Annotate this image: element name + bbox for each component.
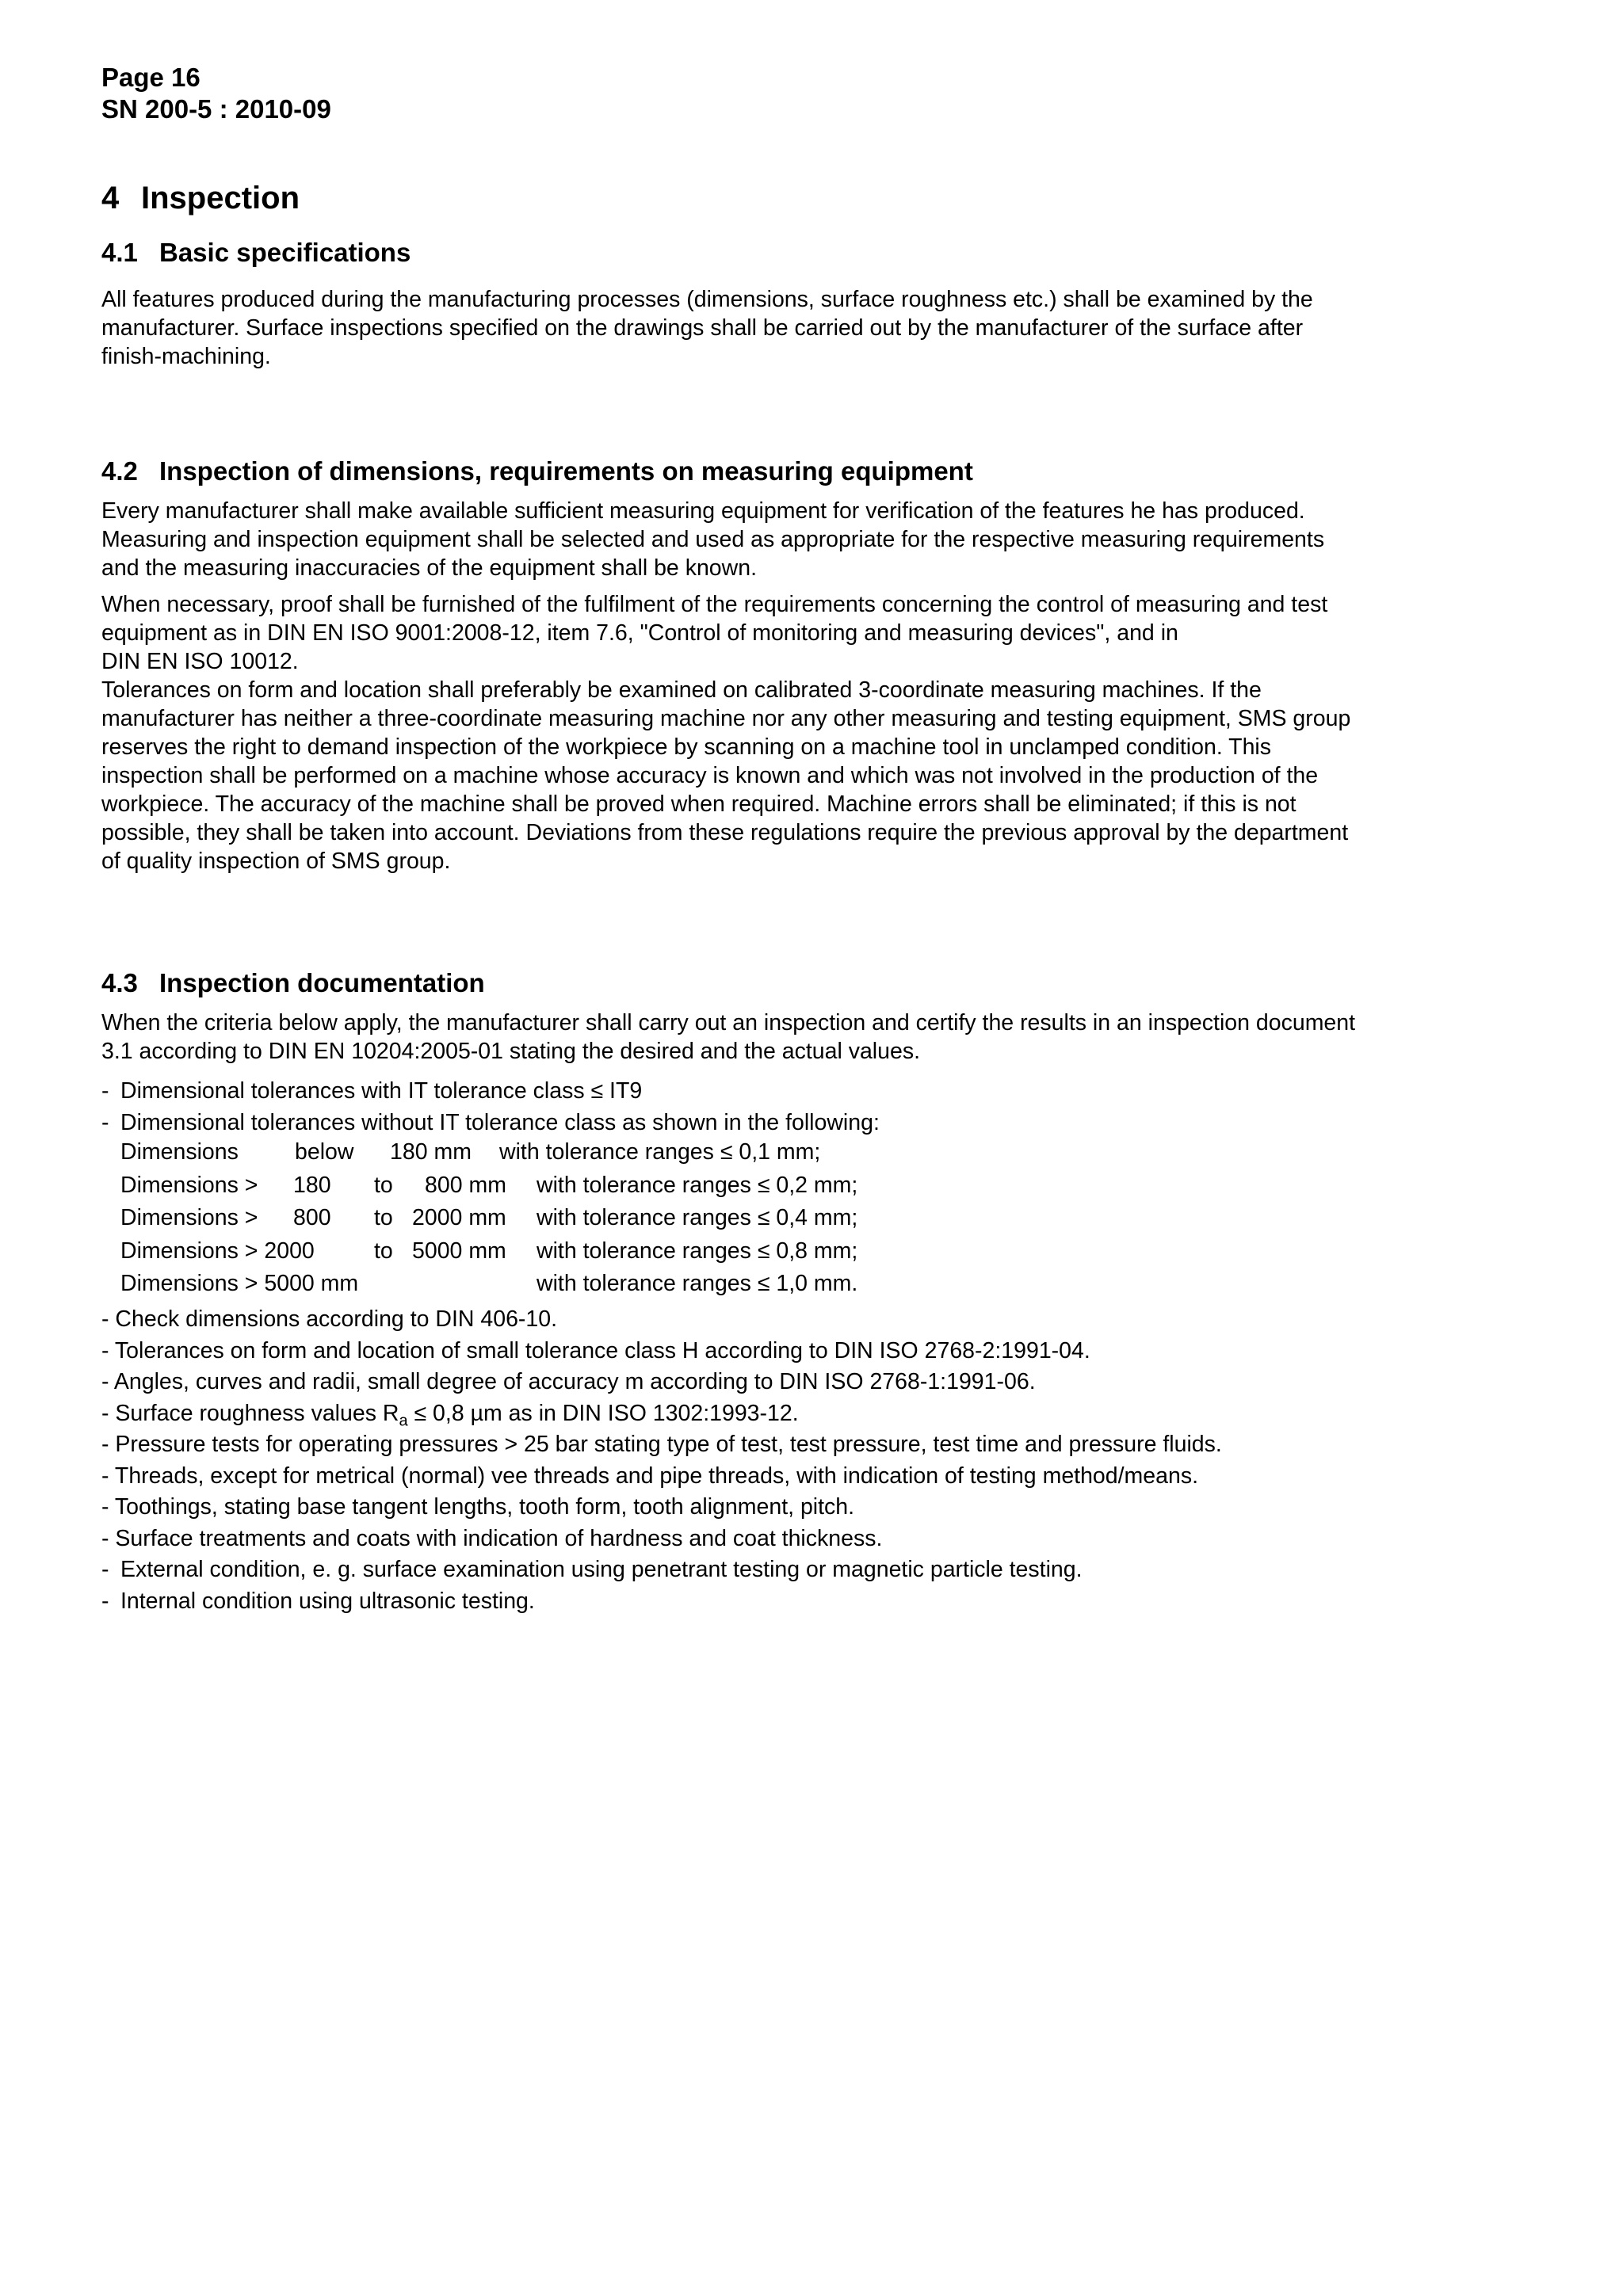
list-item-text: Surface roughness values R <box>115 1400 399 1426</box>
list-dash: - <box>101 1494 109 1520</box>
dimension-label: Dimensions > <box>120 1205 258 1230</box>
list-item-text: Angles, curves and radii, small degree of accuracy m according to DIN ISO 2768-1:1991-06. <box>113 1369 1036 1394</box>
list-item-text: ≤ 0,8 µm as in DIN ISO 1302:1993-12. <box>407 1400 799 1426</box>
list-item <box>101 1367 1222 1398</box>
dimension-relation: below <box>295 1139 354 1165</box>
list-dash: - <box>101 1369 109 1394</box>
text-line: inspection shall be performed on a machine whose accuracy is known and which was not involved in the production of the <box>101 763 1319 788</box>
standard-id: SN 200-5 : 2010-09 <box>101 94 331 124</box>
dimension-to: 800 mm <box>425 1172 506 1198</box>
text-line: of quality inspection of SMS group. <box>101 849 451 874</box>
text-line: When the criteria below apply, the manufacturer shall carry out an inspection and certify the results in an inspection document <box>101 1010 1356 1035</box>
dimension-label: Dimensions <box>120 1139 239 1165</box>
text-line: All features produced during the manufacturing processes (dimensions, surface roughness etc.) shall be examined by the <box>101 287 1313 312</box>
text-line: Measuring and inspection equipment shall be selected and used as appropriate for the respective measuring requirements <box>101 527 1325 552</box>
tolerance-range: with tolerance ranges ≤ 0,1 mm; <box>499 1139 821 1165</box>
list-item-text: Surface treatments and coats with indication of hardness and coat thickness. <box>115 1525 883 1551</box>
text-line: DIN EN ISO 10012. <box>101 649 299 674</box>
tolerance-range: with tolerance ranges ≤ 0,4 mm; <box>537 1205 858 1230</box>
section-number: 4.3 <box>101 968 138 997</box>
dimension-to: 2000 mm <box>412 1205 506 1230</box>
section-4-2-heading <box>101 456 973 486</box>
list-item <box>101 1492 1222 1524</box>
page-header <box>101 62 331 125</box>
list-item <box>101 1461 1222 1493</box>
text-line: reserves the right to demand inspection of the workpiece by scanning on a machine tool in unclamped condition. This <box>101 734 1272 760</box>
text-line: Tolerances on form and location shall preferably be examined on calibrated 3-coordinate measuring machines. If the <box>101 677 1262 703</box>
dimension-from: 180 <box>293 1172 331 1198</box>
section-4-heading <box>101 181 300 216</box>
dimension-label: Dimensions > 5000 mm <box>120 1271 359 1296</box>
text-line: manufacturer. Surface inspections specified on the drawings shall be carried out by the manufacturer of the surface after <box>101 315 1304 341</box>
section-title: Inspection <box>141 181 300 215</box>
text-line: When necessary, proof shall be furnished of the fulfilment of the requirements concerning the control of measuring and test <box>101 592 1328 617</box>
dimension-to-word: to <box>374 1238 393 1264</box>
dimension-label: Dimensions > <box>120 1172 258 1198</box>
text-line: possible, they shall be taken into account. Deviations from these regulations require the previous approval by the department <box>101 820 1349 845</box>
section-title: Inspection documentation <box>159 968 485 997</box>
list-item <box>101 1554 1222 1586</box>
list-item-text: Toothings, stating base tangent lengths, tooth form, tooth alignment, pitch. <box>114 1494 855 1520</box>
list-item <box>101 1304 1222 1336</box>
list-dash: - <box>101 1525 109 1551</box>
text-line: manufacturer has neither a three-coordinate measuring machine nor any other measuring and testing equipment, SMS group <box>101 706 1351 731</box>
basic-specifications-paragraph <box>101 285 1504 371</box>
dimension-from: 800 <box>293 1205 331 1230</box>
list-item <box>101 1108 1222 1139</box>
list-item-text: Threads, except for metrical (normal) vee threads and pipe threads, with indication of testing method/means. <box>114 1463 1199 1489</box>
text-line: equipment as in DIN EN ISO 9001:2008-12, item 7.6, "Control of monitoring and measuring devices", and in <box>101 620 1178 646</box>
tolerance-range: with tolerance ranges ≤ 0,2 mm; <box>537 1172 858 1198</box>
dimension-to-word: to <box>374 1172 393 1198</box>
dimension-label: Dimensions > 2000 <box>120 1238 315 1264</box>
section-title: Inspection of dimensions, requirements on measuring equipment <box>159 456 973 486</box>
text-line: and the measuring inaccuracies of the equipment shall be known. <box>101 555 758 581</box>
list-item-text: Pressure tests for operating pressures > 25 bar stating type of test, test pressure, test time and pressure fluids. <box>115 1432 1222 1457</box>
measuring-equipment-paragraph <box>101 497 1504 582</box>
list-item-text: Check dimensions according to DIN 406-10. <box>115 1306 558 1332</box>
list-item-text: Internal condition using ultrasonic testing. <box>120 1588 535 1614</box>
list-item <box>101 1524 1222 1555</box>
list-dash: - <box>101 1432 109 1457</box>
list-dash: - <box>101 1588 109 1614</box>
list-item-text: Dimensional tolerances with IT tolerance class ≤ IT9 <box>120 1078 643 1104</box>
list-dash: - <box>101 1306 109 1332</box>
list-dash: - <box>101 1463 109 1489</box>
text-line: Every manufacturer shall make available sufficient measuring equipment for verification of the features he has produced. <box>101 498 1305 524</box>
tolerance-range: with tolerance ranges ≤ 1,0 mm. <box>537 1271 858 1296</box>
subscript-a: a <box>399 1412 408 1430</box>
list-item <box>101 1336 1222 1367</box>
text-line: 3.1 according to DIN EN 10204:2005-01 stating the desired and the actual values. <box>101 1039 920 1064</box>
list-dash: - <box>101 1557 109 1582</box>
list-dash: - <box>101 1078 109 1104</box>
inspection-documentation-intro <box>101 1009 1504 1066</box>
dimension-from: 180 mm <box>390 1139 472 1165</box>
dimension-to: 5000 mm <box>412 1238 506 1264</box>
section-title: Basic specifications <box>159 238 411 267</box>
list-dash: - <box>101 1109 109 1135</box>
list-item-text: Tolerances on form and location of small tolerance class H according to DIN ISO 2768-2:1991-04. <box>114 1337 1090 1363</box>
tolerance-range: with tolerance ranges ≤ 0,8 mm; <box>537 1238 858 1264</box>
section-4-1-heading <box>101 238 411 268</box>
section-number: 4 <box>101 181 120 215</box>
list-item <box>101 1586 1222 1618</box>
list-dash: - <box>101 1337 109 1363</box>
list-item-text: Dimensional tolerances without IT tolerance class as shown in the following: <box>120 1109 880 1135</box>
list-item-text: External condition, e. g. surface examination using penetrant testing or magnetic particle testing. <box>120 1557 1083 1582</box>
list-dash: - <box>101 1400 109 1426</box>
proof-and-tolerances-paragraph <box>101 590 1504 875</box>
list-item <box>101 1429 1222 1461</box>
page-number: Page 16 <box>101 63 200 92</box>
section-4-3-heading <box>101 968 485 998</box>
section-number: 4.1 <box>101 238 138 267</box>
section-number: 4.2 <box>101 456 138 486</box>
list-item <box>101 1398 1222 1430</box>
dimension-to-word: to <box>374 1205 393 1230</box>
text-line: finish-machining. <box>101 344 271 369</box>
list-item <box>101 1076 1222 1108</box>
text-line: workpiece. The accuracy of the machine shall be proved when required. Machine errors shall be eliminated; if this is not <box>101 791 1296 817</box>
